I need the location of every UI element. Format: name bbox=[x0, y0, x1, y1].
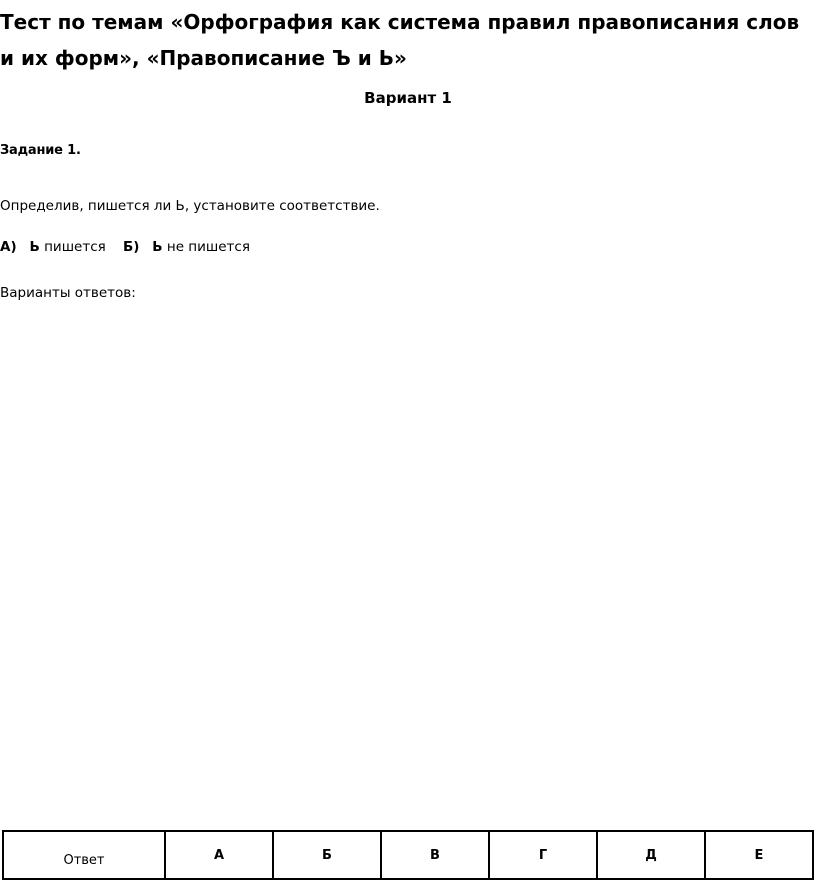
answer-table bbox=[2, 830, 814, 880]
answer-cell-a[interactable]: А bbox=[165, 831, 273, 879]
answer-cell-b[interactable]: Б bbox=[273, 831, 381, 879]
task-heading: Задание 1. bbox=[0, 143, 81, 158]
answer-cell-e[interactable]: Е bbox=[705, 831, 813, 879]
answer-header-cell: Ответ bbox=[3, 831, 165, 879]
options-line bbox=[0, 236, 250, 258]
answer-cell-v[interactable]: В bbox=[381, 831, 489, 879]
answer-cell-d[interactable]: Д bbox=[597, 831, 705, 879]
task-instruction: Определив, пишется ли Ь, установите соответствие. bbox=[0, 198, 380, 214]
variant-heading: Вариант 1 bbox=[364, 89, 452, 107]
answer-cell-g[interactable]: Г bbox=[489, 831, 597, 879]
option-b-label: Б) bbox=[122, 239, 140, 255]
answer-variants-label: Варианты ответов: bbox=[0, 285, 136, 301]
answer-table-row bbox=[3, 831, 813, 879]
option-b-symbol: Ь bbox=[152, 239, 163, 255]
option-a-label: А) bbox=[0, 239, 17, 255]
option-b-text: не пишется bbox=[166, 239, 250, 255]
document-title: Тест по темам «Орфография как система правил правописания слов и их форм», «Правописание Ъ и Ь» bbox=[0, 10, 800, 70]
option-a-text: пишется bbox=[44, 239, 106, 255]
option-a-symbol: Ь bbox=[29, 239, 40, 255]
